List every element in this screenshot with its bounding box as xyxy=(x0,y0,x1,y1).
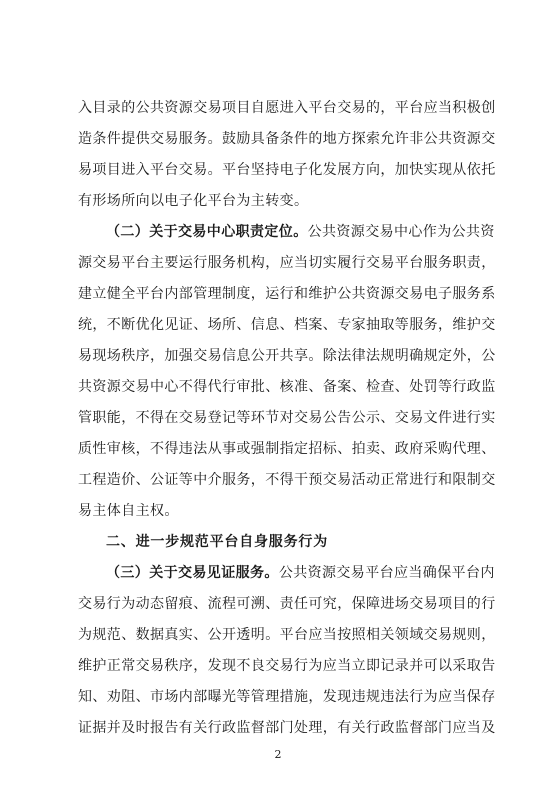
body-text-line: 知、劝阻、市场内部曝光等管理措施，发现违规违法行为应当保存 xyxy=(78,689,496,705)
paragraph-first-line xyxy=(106,561,495,585)
body-text-run: 公共资源交易中心作为公共资 xyxy=(307,224,495,240)
body-text-line: 维护正常交易秩序，发现不良交易行为应当立即记录并可以采取告 xyxy=(78,658,496,674)
section-heading: 二、进一步规范平台自身服务行为 xyxy=(106,534,328,550)
body-text-line: 源交易平台主要运行服务机构，应当切实履行交易平台服务职责， xyxy=(78,255,496,271)
body-text-line: 易现场秩序，加强交易信息公开共享。除法律法规明确规定外，公 xyxy=(78,348,496,364)
body-text-line: 造条件提供交易服务。鼓励具备条件的地方探索允许非公共资源交 xyxy=(78,131,496,147)
subsection-title: （三）关于交易见证服务。 xyxy=(106,565,279,581)
body-text-run: 公共资源交易平台应当确保平台内 xyxy=(278,565,495,581)
body-text-line: 统，不断优化见证、场所、信息、档案、专家抽取等服务，维护交 xyxy=(78,317,496,333)
body-text-line: 为规范、数据真实、公开透明。平台应当按照相关领域交易规则， xyxy=(78,627,496,643)
body-text-line: 易项目进入平台交易。平台坚持电子化发展方向，加快实现从依托 xyxy=(78,162,496,178)
subsection-title: （二）关于交易中心职责定位。 xyxy=(106,224,308,240)
body-text-line: 证据并及时报告有关行政监督部门处理，有关行政监督部门应当及 xyxy=(78,720,496,736)
body-text-line: 入目录的公共资源交易项目自愿进入平台交易的，平台应当积极创 xyxy=(78,100,496,116)
body-text-line: 工程造价、公证等中介服务，不得干预交易活动正常进行和限制交 xyxy=(78,472,496,488)
body-text-line: 交易行为动态留痕、流程可溯、责任可究，保障进场交易项目的行 xyxy=(78,596,496,612)
body-text-line: 有形场所向以电子化平台为主转变。 xyxy=(78,193,309,209)
body-text-line: 质性审核，不得违法从事或强制指定招标、拍卖、政府采购代理、 xyxy=(78,441,496,457)
body-text-line: 易主体自主权。 xyxy=(78,503,179,519)
body-text-line: 建立健全平台内部管理制度，运行和维护公共资源交易电子服务系 xyxy=(78,286,496,302)
paragraph-first-line xyxy=(106,220,495,244)
body-text-line: 管职能，不得在交易登记等环节对交易公告公示、交易文件进行实 xyxy=(78,410,496,426)
body-text-line: 共资源交易中心不得代行审批、核准、备案、检查、处罚等行政监 xyxy=(78,379,496,395)
page-number: 2 xyxy=(274,748,282,761)
